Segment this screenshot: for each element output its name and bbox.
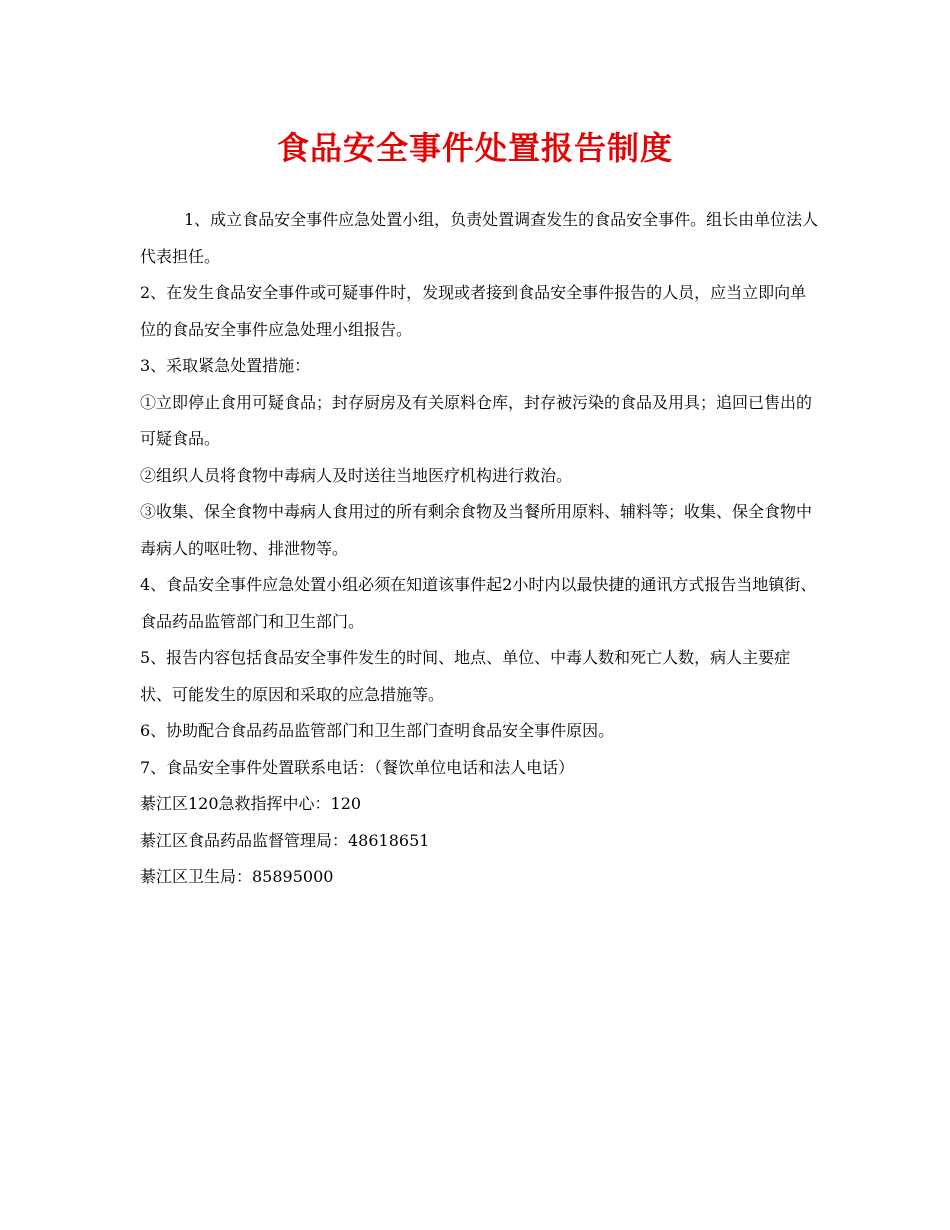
paragraph-3-item-3: ③收集、保全食物中毒病人食用过的所有剩余食物及当餐所用原料、辅料等；收集、保全食物中毒病人的呕吐物、排泄物等。	[140, 502, 813, 558]
contact-health-bureau: 綦江区卫生局：85895000	[140, 867, 334, 886]
paragraph-1: 1、成立食品安全事件应急处置小组，负责处置调查发生的食品安全事件。组长由单位法人代表担任。	[140, 210, 819, 266]
document-body	[140, 202, 820, 896]
document-title: 食品安全事件处置报告制度	[276, 129, 673, 167]
paragraph-6: 6、协助配合食品药品监管部门和卫生部门查明食品安全事件原因。	[140, 721, 615, 740]
paragraph-5: 5、报告内容包括食品安全事件发生的时间、地点、单位、中毒人数和死亡人数，病人主要症状、可能发生的原因和采取的应急措施等。	[140, 648, 791, 704]
paragraph-3-item-2: ②组织人员将食物中毒病人及时送往当地医疗机构进行救治。	[140, 465, 573, 485]
paragraph-3-item-1: ①立即停止食用可疑食品；封存厨房及有关原料仓库，封存被污染的食品及用具；追回已售出的可疑食品。	[140, 392, 813, 448]
paragraph-7: 7、食品安全事件处置联系电话：（餐饮单位电话和法人电话）	[140, 757, 575, 777]
contact-food-drug-bureau: 綦江区食品药品监督管理局：48618651	[140, 830, 430, 850]
contact-emergency-center: 綦江区120急救指挥中心：120	[140, 794, 362, 813]
paragraph-3: 3、采取紧急处置措施：	[140, 356, 311, 375]
paragraph-4: 4、食品安全事件应急处置小组必须在知道该事件起2小时内以最快捷的通讯方式报告当地镇街、食品药品监管部门和卫生部门。	[140, 575, 817, 631]
paragraph-2: 2、在发生食品安全事件或可疑事件时，发现或者接到食品安全事件报告的人员，应当立即向单位的食品安全事件应急处理小组报告。	[140, 283, 807, 339]
